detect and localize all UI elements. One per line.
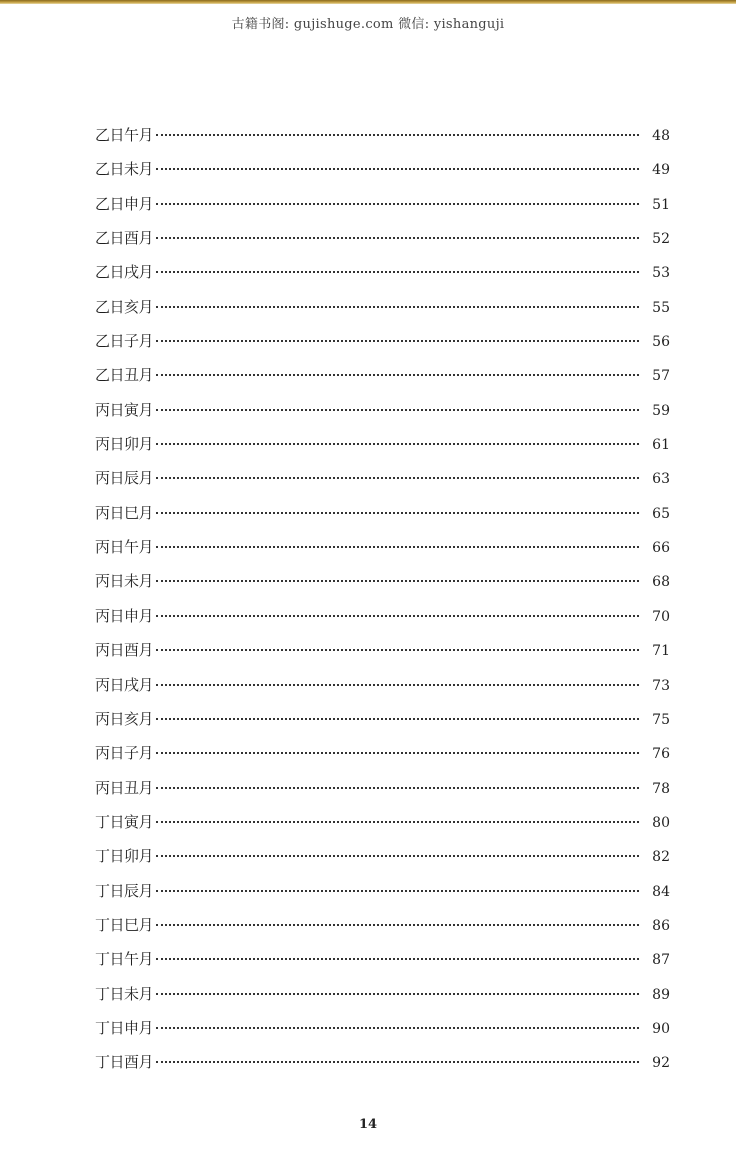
dot-leader xyxy=(156,752,639,754)
toc-entry-page-number: 70 xyxy=(652,608,670,625)
toc-entry-page-number: 90 xyxy=(652,1020,670,1037)
toc-entry-page-number: 75 xyxy=(652,711,670,728)
dot-leader xyxy=(156,512,639,514)
dot-leader xyxy=(156,958,639,960)
toc-entry-title: 丙日酉月 xyxy=(95,641,154,660)
toc-entry-page-number: 53 xyxy=(652,265,670,282)
toc-entry-page-number: 51 xyxy=(652,196,670,213)
toc-entry[interactable] xyxy=(95,771,670,805)
toc-entry[interactable] xyxy=(95,461,670,495)
toc-entry-title: 丁日巳月 xyxy=(95,915,154,934)
dot-leader xyxy=(156,1061,639,1063)
toc-entry-title: 丙日申月 xyxy=(95,606,154,625)
toc-entry-page-number: 48 xyxy=(652,128,670,144)
toc-entry-page-number: 78 xyxy=(652,780,670,797)
toc-entry-title: 丙日丑月 xyxy=(95,778,154,797)
toc-entry-title: 丙日戌月 xyxy=(95,675,154,694)
toc-entry-page-number: 68 xyxy=(652,574,670,591)
toc-entry[interactable] xyxy=(95,152,670,186)
toc-entry[interactable] xyxy=(95,805,670,839)
dot-leader xyxy=(156,546,639,548)
toc-entry-page-number: 56 xyxy=(652,334,670,351)
toc-entry[interactable] xyxy=(95,599,670,633)
toc-entry[interactable] xyxy=(95,977,670,1011)
toc-entry-page-number: 73 xyxy=(652,677,670,694)
toc-entry-title: 乙日酉月 xyxy=(95,229,154,248)
toc-entry-title: 丁日卯月 xyxy=(95,847,154,866)
dot-leader xyxy=(156,787,639,789)
toc-entry-title: 乙日子月 xyxy=(95,332,154,351)
toc-entry[interactable] xyxy=(95,324,670,358)
toc-entry-page-number: 66 xyxy=(652,540,670,557)
dot-leader xyxy=(156,890,639,892)
dot-leader xyxy=(156,718,639,720)
dot-leader xyxy=(156,237,639,239)
toc-entry-title: 丙日亥月 xyxy=(95,709,154,728)
toc-entry-page-number: 80 xyxy=(652,814,670,831)
toc-entry[interactable] xyxy=(95,1045,670,1079)
toc-entry-page-number: 61 xyxy=(652,437,670,454)
toc-entry[interactable] xyxy=(95,530,670,564)
toc-entry-page-number: 89 xyxy=(652,986,670,1003)
toc-entry-page-number: 55 xyxy=(652,299,670,316)
dot-leader xyxy=(156,684,639,686)
dot-leader xyxy=(156,855,639,857)
toc-entry-title: 丙日午月 xyxy=(95,538,154,557)
toc-entry[interactable] xyxy=(95,942,670,976)
toc-entry-title: 丁日未月 xyxy=(95,984,154,1003)
toc-entry-title: 丙日子月 xyxy=(95,744,154,763)
toc-entry[interactable] xyxy=(95,187,670,221)
toc-entry[interactable] xyxy=(95,427,670,461)
toc-entry-page-number: 87 xyxy=(652,952,670,969)
toc-entry-page-number: 76 xyxy=(652,746,670,763)
toc-entry[interactable] xyxy=(95,668,670,702)
toc-entry[interactable] xyxy=(95,1011,670,1045)
dot-leader xyxy=(156,409,639,411)
dot-leader xyxy=(156,993,639,995)
toc-entry-page-number: 52 xyxy=(652,231,670,248)
toc-entry-page-number: 84 xyxy=(652,883,670,900)
toc-entry-title: 丙日辰月 xyxy=(95,469,154,488)
toc-entry[interactable] xyxy=(95,874,670,908)
toc-entry-page-number: 65 xyxy=(652,505,670,522)
dot-leader xyxy=(156,340,639,342)
dot-leader xyxy=(156,615,639,617)
dot-leader xyxy=(156,443,639,445)
toc-entry-title: 丁日午月 xyxy=(95,950,154,969)
toc-entry[interactable] xyxy=(95,290,670,324)
toc-entry-page-number: 71 xyxy=(652,643,670,660)
toc-entry-title: 丙日寅月 xyxy=(95,400,154,419)
table-of-contents xyxy=(95,118,670,1080)
toc-entry-title: 丁日寅月 xyxy=(95,812,154,831)
dot-leader xyxy=(156,374,639,376)
dot-leader xyxy=(156,134,639,136)
dot-leader xyxy=(156,649,639,651)
toc-entry[interactable] xyxy=(95,358,670,392)
toc-entry[interactable] xyxy=(95,839,670,873)
toc-entry-title: 乙日亥月 xyxy=(95,297,154,316)
toc-entry[interactable] xyxy=(95,736,670,770)
toc-entry[interactable] xyxy=(95,633,670,667)
toc-entry-page-number: 57 xyxy=(652,368,670,385)
toc-entry-title: 丁日申月 xyxy=(95,1018,154,1037)
toc-entry-page-number: 92 xyxy=(652,1055,670,1072)
dot-leader xyxy=(156,203,639,205)
toc-entry[interactable] xyxy=(95,393,670,427)
toc-entry-page-number: 59 xyxy=(652,402,670,419)
dot-leader xyxy=(156,477,639,479)
toc-entry-page-number: 82 xyxy=(652,849,670,866)
toc-entry[interactable] xyxy=(95,255,670,289)
toc-entry-page-number: 86 xyxy=(652,917,670,934)
toc-entry-page-number: 49 xyxy=(652,162,670,179)
toc-entry-title: 乙日丑月 xyxy=(95,366,154,385)
toc-entry-title: 乙日戌月 xyxy=(95,263,154,282)
dot-leader xyxy=(156,821,639,823)
toc-entry[interactable] xyxy=(95,702,670,736)
toc-entry[interactable] xyxy=(95,221,670,255)
dot-leader xyxy=(156,580,639,582)
toc-entry-title: 丁日辰月 xyxy=(95,881,154,900)
dot-leader xyxy=(156,1027,639,1029)
toc-entry-title: 丙日未月 xyxy=(95,572,154,591)
toc-entry-title: 丁日酉月 xyxy=(95,1053,154,1072)
toc-entry-title: 丙日巳月 xyxy=(95,503,154,522)
toc-entry[interactable] xyxy=(95,564,670,598)
toc-entry-page-number: 63 xyxy=(652,471,670,488)
dot-leader xyxy=(156,306,639,308)
toc-entry[interactable] xyxy=(95,908,670,942)
toc-entry[interactable] xyxy=(95,496,670,530)
dot-leader xyxy=(156,924,639,926)
page-number: 14 xyxy=(358,1117,378,1132)
toc-entry-title: 乙日申月 xyxy=(95,194,154,213)
dot-leader xyxy=(156,271,639,273)
toc-entry-title: 丙日卯月 xyxy=(95,435,154,454)
toc-entry-title: 乙日午月 xyxy=(95,126,154,144)
toc-entry[interactable] xyxy=(95,118,670,152)
dot-leader xyxy=(156,168,639,170)
header-watermark: 古籍书阁: gujishuge.com 微信: yishanguji xyxy=(231,17,505,32)
toc-entry-title: 乙日未月 xyxy=(95,160,154,179)
top-border-rule xyxy=(0,0,736,4)
